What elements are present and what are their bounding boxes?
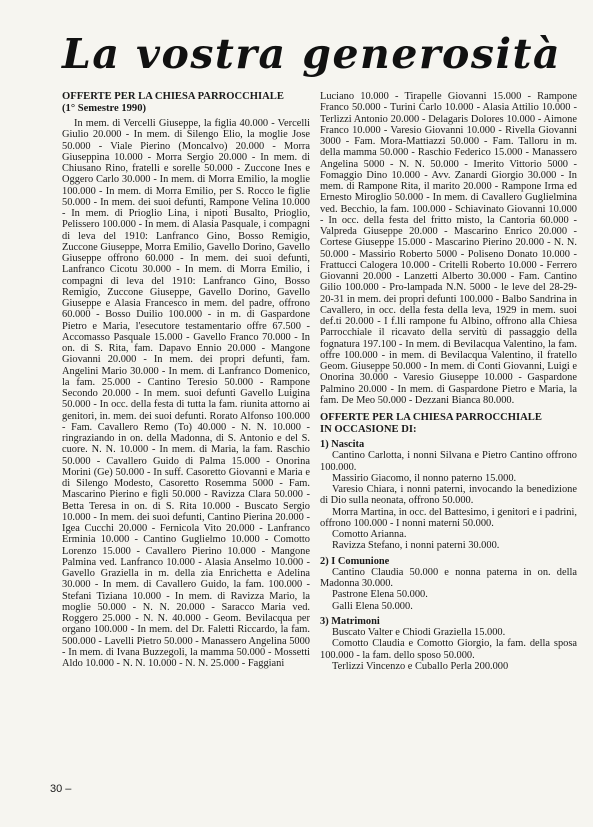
matrimoni-entry: Terlizzi Vincenzo e Cuballo Perla 200.000 bbox=[332, 660, 509, 672]
left-column bbox=[62, 91, 310, 781]
section-subheading-semestre: (1° Semestre 1990) bbox=[62, 102, 147, 114]
offerte-list-text: In mem. di Vercelli Giuseppe, la figlia 40.000 - Vercelli Giulio 20.000 - In mem. di Silengo Elio, la moglie Jose 50.000 - Viale Pierino (Moncalvo) 20.000 - Morra Giuseppina 10.000 - Morra Sergio 20.000 - In mem. di Chiusano Rino, fratelli e sorelle 50.000 - Zuccone Ines e Oggero Carlo 30.000 - In mem. di Morra Emilio, la moglie 100.000 - In mem. di Morra Emilio, per S. Rocco le figlie 50.000 - In mem. dei suoi defunti, Rampone Velina 10.000 - In mem. di Prioglio Lina, i nipoti Busalto, Prioglio, Pelissero 100.000 - In mem. di Alasia Pasquale, i compagni di leva del 1910: Lanfranco Gino, Bosso Remigio, Zuccone Giuseppe, Morra Emilio, Gavello Dorino, Gavello Giuseppe offrono 60.000 - In mem. dei suoi defunti, Lanfranco Cicotu 30.000 - In mem. di Morra Emilio, i compagni di leva del 1910: Lanfranco Gino, Bosso Remigio, Zuccone Giuseppe, Gavello Dorino, Gavello Giuseppe e Alasia Francesco in mem. del padre, offrono 60.000 - Bosso Duilio 100.000 - in m. di Gaspardone Pietro e Maria, l'esecutore testamentario offre 67.500 - Accomasso Pasquale 15.000 - Gavello Franco 70.000 - In on. di S. Rita, fam. Dapavo Ennio 20.000 - Mangone Giovanni 20.000 - In mem. dei propri defunti, fam. Angelini Mario 30.000 - In mem. di Lanfranco Domenico, la fam. 25.000 - Cantino Teresio 50.000 - Rampone Secondo 20.000 - In mem. suoi defunti Gavello Luigina 50.000 - In occ. della festa di tutta la fam. riunita attorno ai genitori, in. mem. dei suoi defunti. Rorato Alfonso 100.000 - Fam. Cavallero Remo (To) 40.000 - N. N. 10.000 - ringraziando in on. della Madonna, di S. Antonio e del S. cuore. N. N. 10.000 - In mem. di Maria, la fam. Raschio 50.000 - Cavallero Guido di Palma 15.000 - Onorina Morini (Ge) 50.000 - In suff. Casoretto Giovanni e Maria e di Silengo Modesto, Casoretto Rosemma 5000 - Fam. Mascarino Pierino e figli 50.000 - Ravizza Clara 50.000 - Betta Teresa in on. di S. Rita 10.000 - Buscato Sergio 10.000 - In mem. dei suoi defunti, Cantino Pierina 20.000 - Igea Cucchi 20.000 - Fernicola Vito 20.000 - Lanfranco Erminia 10.000 - Cantino Guglielmo 10.000 - Comotto Lorenzo 15.000 - Cavallero Pierino 10.000 - Mangone Palmina ved. Lanfranco 10.000 - Alasia Anselmo 10.000 - Gavello Graziella in m. della zia Enrichetta e Adelina 30.000 - In mem. di Cavallero Guido, la fam. 100.000 - Stefani Tiziana 10.000 - In mem. di Ravizza Mario, la moglie 50.000 - N. N. 20.000 - Saracco Maria ved. Roggero 25.000 - N. N. 40.000 - Geom. Bevilacqua per organo 100.000 - In mem. del Dr. Faletti Riccardo, la fam. 500.000 - Lavelli Pietro 50.000 - Manassero Angelina 5000 - In mem. di Ivana Buzzegoli, la mamma 50.000 - Mossetti Aldo 10.000 - N. N. 10.000 - N. N. 25.000 - Faggiani bbox=[62, 118, 310, 669]
offerte-list-text-continued: Luciano 10.000 - Tirapelle Giovanni 15.000 - Rampone Franco 50.000 - Turini Carlo 10.000 - Alasia Attilio 10.000 - Terlizzi Antonio 20.000 - Delagaris Dolores 10.000 - Aimone Franco 10.000 - Varesio Giovanni 10.000 - Rivella Giovanni 3000 - Fam. Mora-Mattiazzi 50.000 - Fam. Talloru in m. della mamma 50.000 - Raschio Federico 15.000 - Manassero Angelina 5000 - N. N. 50.000 - Imerito Vittorio 5000 - Fomaggio Dino 10.000 - Avv. Zanardi Giorgio 30.000 - In mem. di Rampone Rita, il marito 20.000 - Rampone Irma ed Ernesto Miroglio 50.000 - In mem. di Cavallero Guglielmina ved. Becchio, la fam. 100.000 - Schiavinato Giovanni 10.000 - In occ. della festa del fritto misto, la Cantoria 60.000 - Valpreda Giuseppe 20.000 - Mascarino Enrico 20.000 - Cortese Giuseppe 15.000 - Mascarino Pierino 20.000 - N. N. 50.000 - Massirio Roberto 5000 - Poliseno Donato 10.000 - Frattucci Calogera 10.000 - Critelli Roberto 10.000 - Ferrero Giovanni 20.000 - Lanzetti Alberto 30.000 - Fam. Cantino Gilio 100.000 - Pro-lampada N.N. 5000 - le leve del 28-29-20-31 in mem. dei propri defunti 100.000 - Balbo Sandrina in Cavallero, in occ. della festa della leva, 1929 in mem. suoi def.ti 20.000 - I f.lli rampone fu Albino, offrono alla Chiesa Parrocchiale il ricavato della servitù di passaggio della fognatura 197.100 - In mem. di Bevilacqua Valentino, la fam. offre 100.000 - in mem. di Bevilacqua Valentino, il fratello Geom. Giuseppe 50.000 - In mem. di Conti Giovanni, Luigi e Onorina 30.000 - Varesio Giuseppe 10.000 - Gaspardone Palmino 20.000 - In mem. di Gaspardone Pietro e Maria, la fam. De Meo 50.000 - Dezzani Bianca 80.000. bbox=[320, 91, 577, 406]
nascita-entry: Ravizza Stefano, i nonni paterni 30.000. bbox=[332, 540, 500, 552]
comunione-entry: Cantino Claudia 50.000 e nonna paterna in on. della Madonna 30.000. bbox=[320, 566, 577, 589]
subheading-comunione: 2) I Comunione bbox=[320, 555, 390, 567]
nascita-entry: Comotto Arianna. bbox=[332, 529, 407, 540]
section-heading-occasione-line1: OFFERTE PER LA CHIESA PARROCCHIALE bbox=[320, 412, 542, 423]
nascita-entry: Massirio Giacomo, il nonno paterno 15.000. bbox=[332, 472, 517, 484]
nascita-entry: Varesio Chiara, i nonni paterni, invocando la benedizione di Dio sulla neonata, offrono 50.000. bbox=[320, 484, 577, 507]
right-column bbox=[320, 91, 577, 791]
matrimoni-entry: Comotto Claudia e Comotto Giorgio, la fam. della sposa 100.000 - la fam. dello sposo 50.000. bbox=[320, 638, 577, 661]
section-heading-occasione-line2: IN OCCASIONE DI: bbox=[320, 423, 417, 435]
comunione-entry: Pastrone Elena 50.000. bbox=[332, 589, 428, 601]
page-number: 30 – bbox=[50, 783, 72, 795]
subheading-nascita: 1) Nascita bbox=[320, 439, 365, 450]
subheading-matrimoni: 3) Matrimoni bbox=[320, 615, 380, 627]
matrimoni-entry: Buscato Valter e Chiodi Graziella 15.000. bbox=[332, 627, 506, 638]
section-heading-offerte: OFFERTE PER LA CHIESA PARROCCHIALE bbox=[62, 91, 284, 102]
nascita-entry: Morra Martina, in occ. del Battesimo, i genitori e i padrini, offrono 100.000 - I nonni materni 50.000. bbox=[320, 506, 577, 529]
page-title: La vostra generosità bbox=[62, 30, 562, 78]
nascita-entry: Cantino Carlotta, i nonni Silvana e Pietro Cantino offrono 100.000. bbox=[320, 450, 577, 473]
comunione-entry: Galli Elena 50.000. bbox=[332, 600, 413, 612]
